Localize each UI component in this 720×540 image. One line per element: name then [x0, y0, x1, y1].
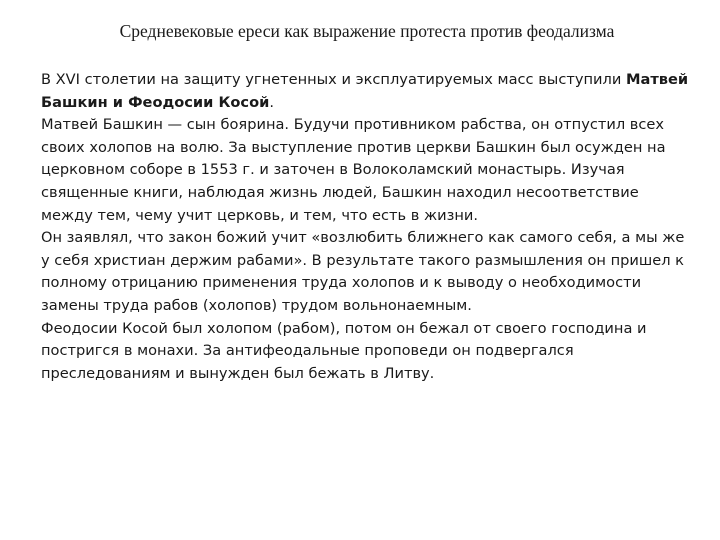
paragraph-intro	[41, 69, 691, 114]
paragraph-bashkin: Матвей Башкин — сын боярина. Будучи противником рабства, он отпустил всех своих холопов на волю. За выступление против церкви Башкин был осужден на церковном соборе в 1553 г. и заточен в Волоколамский монастырь. Изучая священные книги, наблюдая жизнь людей, Башкин находил несоответствие между тем, чему учит церковь, и тем, что есть в жизни.	[41, 116, 666, 224]
intro-text: В XVI столетии на защиту угнетенных и эксплуатируемых масс выступили	[41, 71, 626, 88]
bold-names: Матвей Башкин и Феодосии Косой	[41, 71, 689, 111]
slide-title: Средневековые ереси как выражение протеста против феодализма	[119, 21, 615, 41]
intro-tail: .	[269, 93, 274, 111]
paragraph-law: Он заявлял, что закон божий учит «возлюбить ближнего как самого себя, а мы же у себя христиан держим рабами». В результате такого размышления он пришел к полному отрицанию применения труда холопов и к выводу о необходимости замены труда рабов (холопов) трудом вольнонаемным.	[41, 229, 685, 314]
paragraph-kosoy: Феодосии Косой был холопом (рабом), потом он бежал от своего господина и постригся в монахи. За антифеодальные проповеди он подвергался преследованиям и вынужден был бежать в Литву.	[41, 319, 647, 382]
slide-body	[41, 69, 691, 385]
